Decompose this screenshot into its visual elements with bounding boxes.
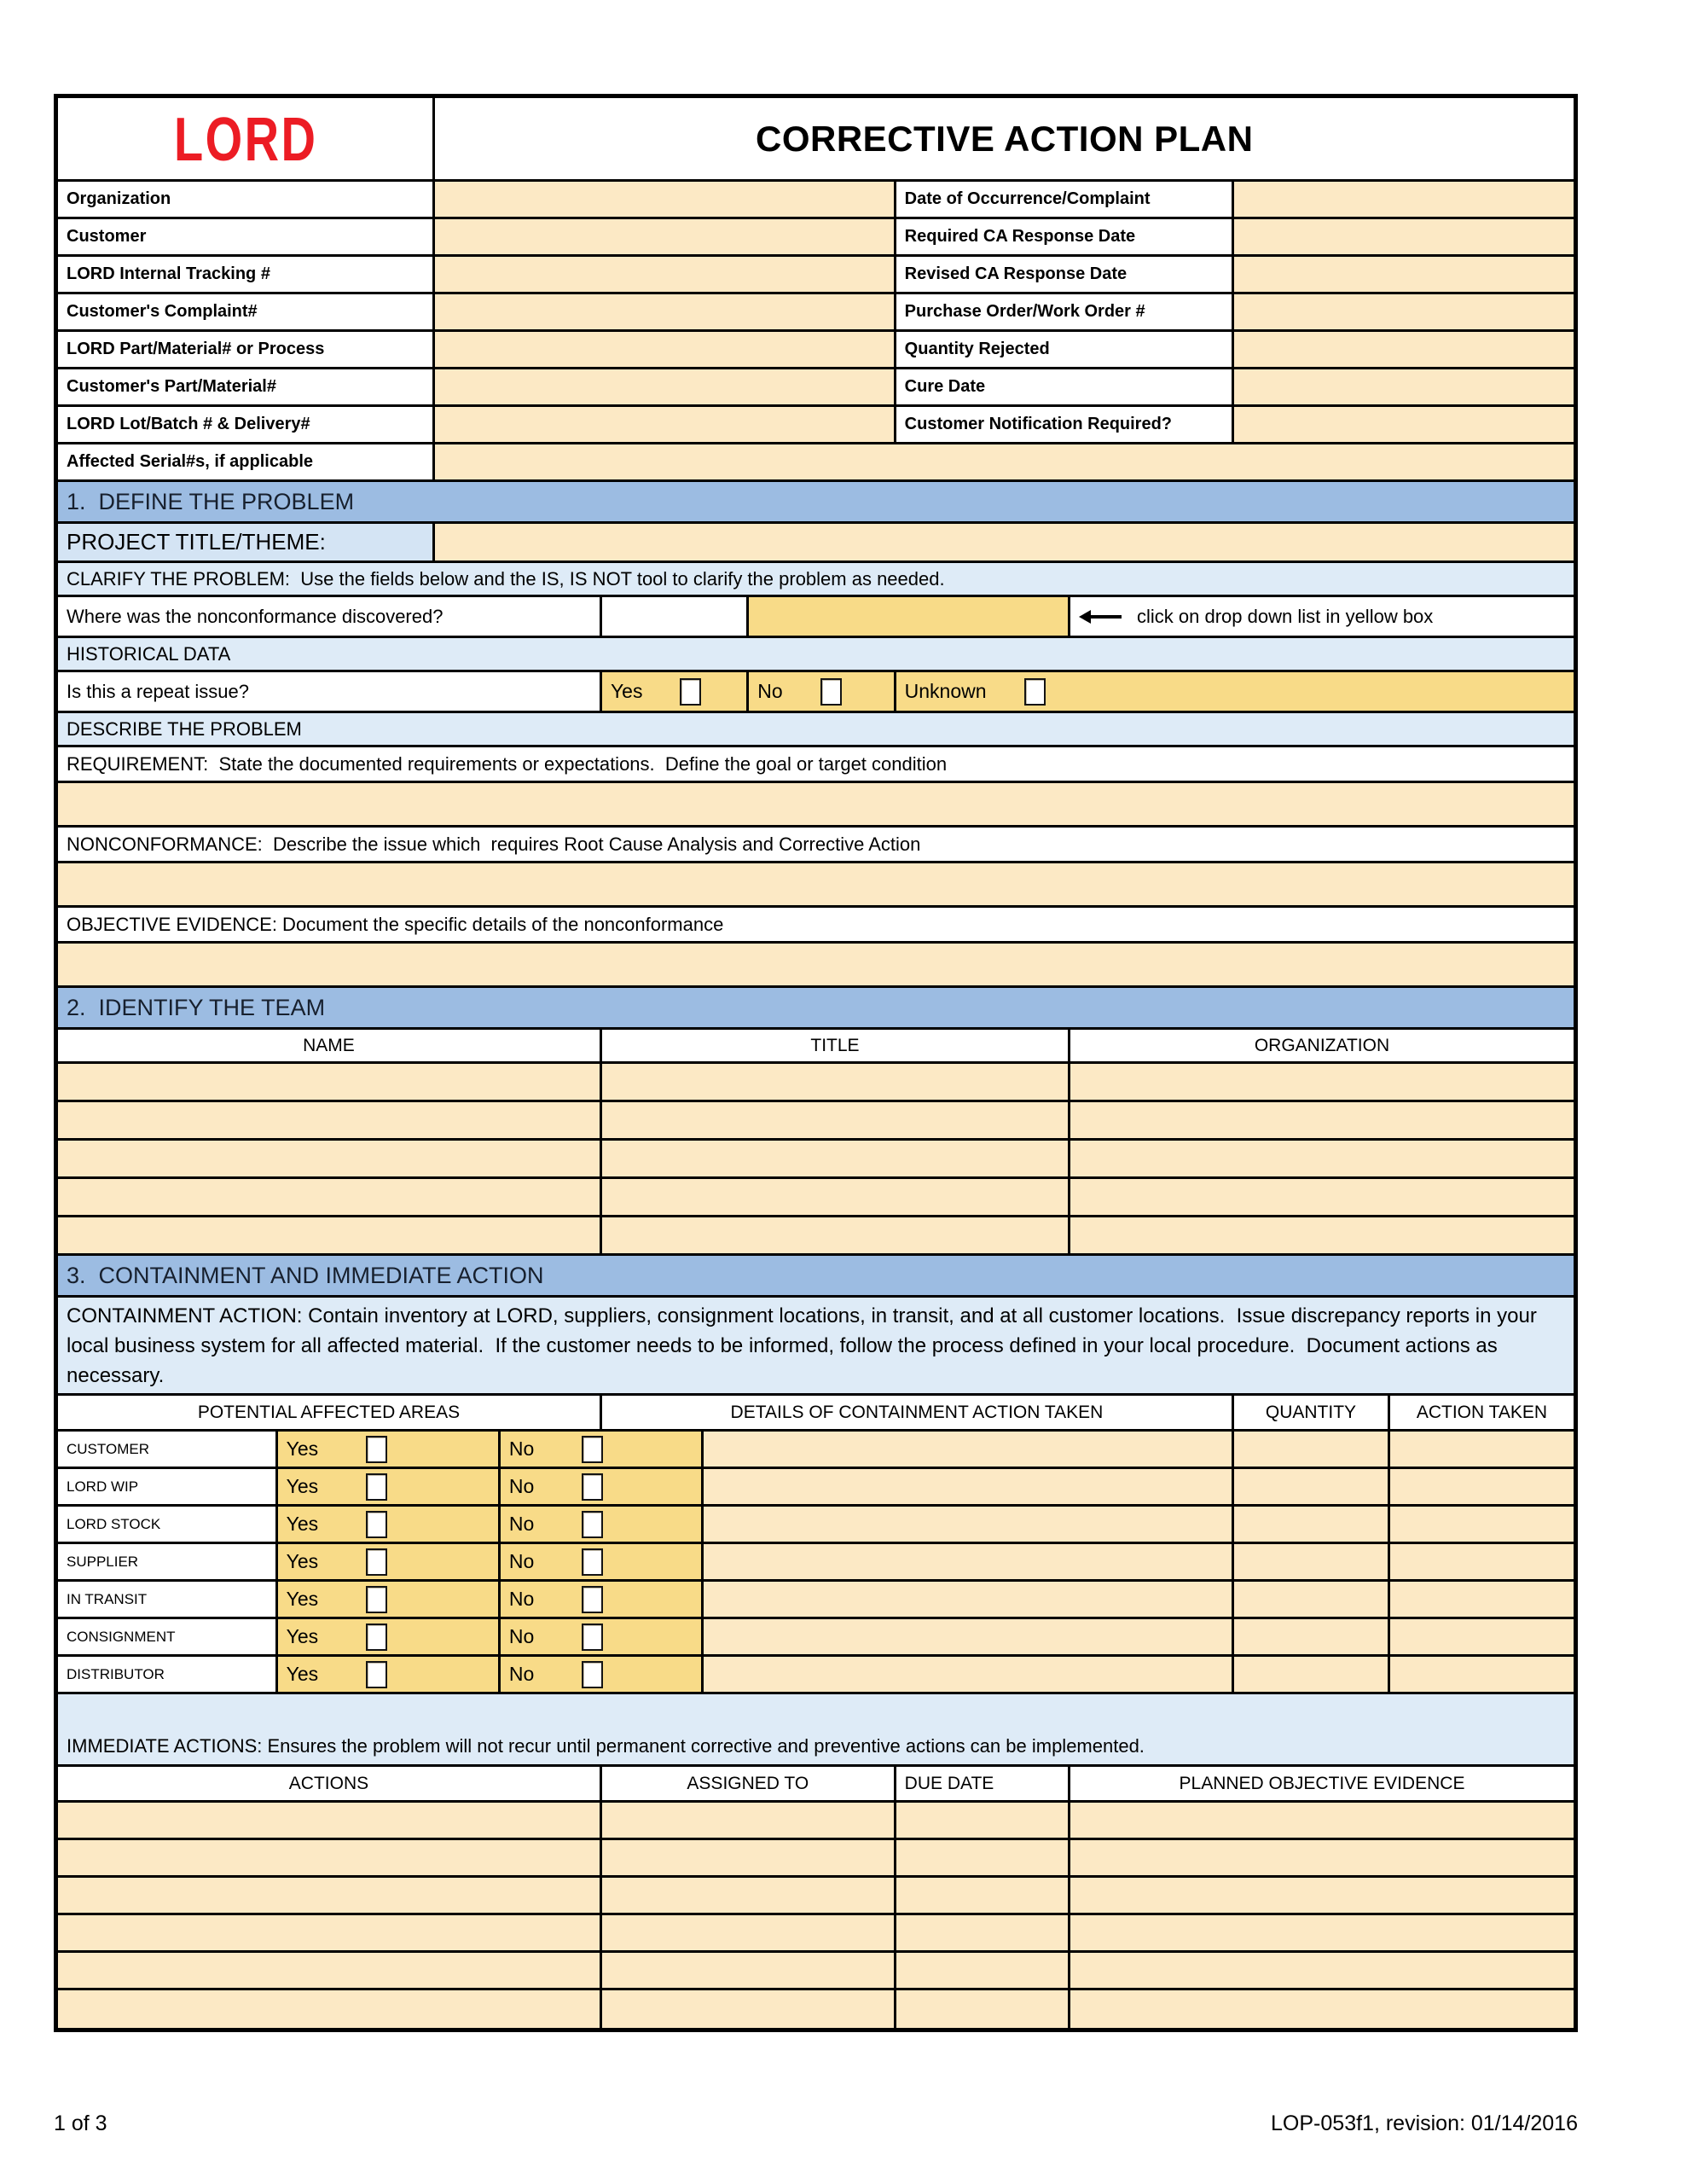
area-consignment-no-checkbox[interactable]: [582, 1623, 603, 1651]
area-lord-stock-quantity-input[interactable]: [1234, 1507, 1390, 1542]
area-row-lord-wip: [58, 1469, 1574, 1507]
team-name-header: NAME: [303, 1035, 355, 1055]
action-description-cell[interactable]: [58, 1803, 602, 1838]
page-number: 1 of 3: [54, 2111, 107, 2135]
area-customer-yes-checkbox[interactable]: [366, 1436, 387, 1463]
action-evidence-cell[interactable]: [1070, 1953, 1574, 1988]
area-yes-label: Yes: [286, 1663, 319, 1685]
team-row: [58, 1217, 1574, 1256]
area-distributor-quantity-input[interactable]: [1234, 1657, 1390, 1692]
area-lord-wip-label: LORD WIP: [67, 1478, 139, 1495]
info-row-customer-part: [58, 369, 1574, 407]
section2-band-row: [58, 988, 1574, 1030]
team-row: [58, 1064, 1574, 1102]
action-due-date-cell[interactable]: [896, 1803, 1070, 1838]
info-row-affected-serials: [58, 444, 1574, 482]
team-header-row: [58, 1030, 1574, 1064]
nonconformance-input-row: [58, 863, 1574, 908]
area-yes-label: Yes: [286, 1438, 319, 1460]
area-row-in-transit: [58, 1582, 1574, 1619]
required-ca-response-label: Required CA Response Date: [904, 227, 1136, 246]
immediate-actions-text: IMMEDIATE ACTIONS: Ensures the problem will not recur until permanent corrective and preventive actions can be implemented.: [58, 1694, 1574, 1764]
area-no-label: No: [508, 1550, 535, 1572]
containment-action-row: [58, 1298, 1574, 1396]
customer-notification-input[interactable]: [1234, 407, 1574, 442]
area-row-consignment: [58, 1619, 1574, 1657]
info-row-customer: [58, 219, 1574, 257]
area-lord-wip-yes-checkbox[interactable]: [366, 1473, 387, 1501]
area-lord-stock-action-input[interactable]: [1390, 1507, 1574, 1542]
info-row-organization: [58, 182, 1574, 219]
area-in-transit-quantity-input[interactable]: [1234, 1582, 1390, 1617]
section1-band-row: [58, 482, 1574, 524]
repeat-no-cell: [749, 672, 896, 711]
action-row: [58, 1990, 1574, 2028]
section3-band: 3. CONTAINMENT AND IMMEDIATE ACTION: [58, 1256, 1574, 1295]
cure-date-input[interactable]: [1234, 369, 1574, 404]
area-yes-label: Yes: [286, 1588, 319, 1610]
repeat-yes-checkbox[interactable]: [680, 678, 701, 706]
area-lord-wip-details-input[interactable]: [704, 1469, 1234, 1504]
project-title-input[interactable]: [435, 524, 1574, 561]
area-in-transit-details-input[interactable]: [704, 1582, 1234, 1617]
internal-tracking-input[interactable]: [435, 257, 896, 292]
affected-areas-header-row: [58, 1396, 1574, 1432]
area-consignment-yes-checkbox[interactable]: [366, 1623, 387, 1651]
action-evidence-cell[interactable]: [1070, 1803, 1574, 1838]
team-name-cell[interactable]: [58, 1064, 602, 1100]
team-title-cell[interactable]: [602, 1102, 1070, 1138]
area-yes-label: Yes: [286, 1550, 319, 1572]
where-discovered-blank-cell[interactable]: [602, 597, 749, 636]
details-header: DETAILS OF CONTAINMENT ACTION TAKEN: [730, 1402, 1104, 1422]
area-supplier-quantity-input[interactable]: [1234, 1544, 1390, 1579]
action-evidence-cell[interactable]: [1070, 1840, 1574, 1875]
nonconformance-input[interactable]: [58, 863, 1574, 905]
objective-evidence-input-row: [58, 944, 1574, 988]
area-distributor-action-input[interactable]: [1390, 1657, 1574, 1692]
section2-band: 2. IDENTIFY THE TEAM: [58, 988, 1574, 1027]
assigned-to-header: ASSIGNED TO: [687, 1773, 809, 1793]
clarify-problem-row: [58, 563, 1574, 597]
potential-areas-header: POTENTIAL AFFECTED AREAS: [197, 1402, 461, 1422]
action-description-cell[interactable]: [58, 1990, 602, 2028]
team-title-cell[interactable]: [602, 1064, 1070, 1100]
area-customer-details-input[interactable]: [704, 1432, 1234, 1467]
area-lord-stock-label: LORD STOCK: [67, 1515, 161, 1532]
nonconformance-label: NONCONFORMANCE: Describe the issue which requires Root Cause Analysis and Corrective Action: [67, 833, 921, 855]
info-row-internal-tracking: [58, 257, 1574, 294]
purchase-order-input[interactable]: [1234, 294, 1574, 329]
repeat-unknown-label: Unknown: [904, 680, 987, 702]
info-row-lot-batch: [58, 407, 1574, 444]
area-distributor-label: DISTRIBUTOR: [67, 1665, 165, 1682]
describe-problem-label: DESCRIBE THE PROBLEM: [67, 717, 302, 740]
action-description-cell[interactable]: [58, 1878, 602, 1913]
requirement-label: REQUIREMENT: State the documented requirements or expectations. Define the goal or target condition: [67, 752, 948, 775]
team-row: [58, 1141, 1574, 1179]
team-row: [58, 1102, 1574, 1141]
action-evidence-cell[interactable]: [1070, 1878, 1574, 1913]
customer-part-label: Customer's Part/Material#: [67, 377, 276, 396]
action-description-cell[interactable]: [58, 1840, 602, 1875]
area-no-label: No: [508, 1475, 535, 1497]
area-no-label: No: [508, 1625, 535, 1647]
customer-complaint-label: Customer's Complaint#: [67, 302, 258, 321]
requirement-input-row: [58, 783, 1574, 828]
area-customer-quantity-input[interactable]: [1234, 1432, 1390, 1467]
containment-action-text: CONTAINMENT ACTION: Contain inventory at LORD, suppliers, consignment locations, in transit, and at all customer locations. Issue discrepancy reports in your local business system for all affected material. If the customer needs to be informed, follow the process defined in your local procedure. Document actions as necessary.: [58, 1298, 1574, 1393]
area-distributor-details-input[interactable]: [704, 1657, 1234, 1692]
page-footer: [54, 2111, 1578, 2136]
objective-evidence-label: OBJECTIVE EVIDENCE: Document the specific details of the nonconformance: [67, 913, 724, 935]
form-header-row: [58, 98, 1574, 182]
area-in-transit-yes-checkbox[interactable]: [366, 1586, 387, 1613]
quantity-rejected-input[interactable]: [1234, 332, 1574, 367]
area-consignment-quantity-input[interactable]: [1234, 1619, 1390, 1654]
team-organization-cell[interactable]: [1070, 1102, 1574, 1138]
team-name-cell[interactable]: [58, 1179, 602, 1215]
requirement-label-row: [58, 747, 1574, 783]
action-description-cell[interactable]: [58, 1915, 602, 1950]
action-row: [58, 1953, 1574, 1990]
clarify-problem-text: CLARIFY THE PROBLEM: Use the fields below and the IS, IS NOT tool to clarify the problem as needed.: [67, 567, 945, 590]
info-row-part-material: [58, 332, 1574, 369]
dropdown-hint-text: click on drop down list in yellow box: [1137, 605, 1434, 627]
project-title-row: [58, 524, 1574, 563]
area-consignment-action-input[interactable]: [1390, 1619, 1574, 1654]
area-consignment-label: CONSIGNMENT: [67, 1628, 176, 1645]
area-no-label: No: [508, 1588, 535, 1610]
team-name-cell[interactable]: [58, 1217, 602, 1253]
lord-part-label: LORD Part/Material# or Process: [67, 340, 325, 358]
customer-notification-label: Customer Notification Required?: [904, 415, 1173, 433]
area-supplier-details-input[interactable]: [704, 1544, 1234, 1579]
area-in-transit-no-checkbox[interactable]: [582, 1586, 603, 1613]
area-no-label: No: [508, 1663, 535, 1685]
lord-logo-text: LORD: [173, 103, 317, 174]
team-organization-cell[interactable]: [1070, 1141, 1574, 1176]
area-row-supplier: [58, 1544, 1574, 1582]
repeat-no-checkbox[interactable]: [820, 678, 842, 706]
team-row: [58, 1179, 1574, 1217]
repeat-yes-label: Yes: [610, 680, 643, 702]
info-row-customer-complaint: [58, 294, 1574, 332]
team-organization-cell[interactable]: [1070, 1064, 1574, 1100]
area-lord-wip-quantity-input[interactable]: [1234, 1469, 1390, 1504]
area-supplier-yes-checkbox[interactable]: [366, 1548, 387, 1576]
dropdown-hint-cell: [1070, 597, 1574, 636]
area-yes-label: Yes: [286, 1513, 319, 1535]
team-title-cell[interactable]: [602, 1217, 1070, 1253]
area-distributor-yes-checkbox[interactable]: [366, 1661, 387, 1688]
action-taken-header: ACTION TAKEN: [1416, 1402, 1548, 1422]
date-of-occurrence-input[interactable]: [1234, 182, 1574, 217]
area-no-label: No: [508, 1438, 535, 1460]
action-due-date-cell[interactable]: [896, 1915, 1070, 1950]
action-due-date-cell[interactable]: [896, 1878, 1070, 1913]
actions-header-row: [58, 1767, 1574, 1803]
historical-data-row: [58, 638, 1574, 672]
area-distributor-no-checkbox[interactable]: [582, 1661, 603, 1688]
team-name-cell[interactable]: [58, 1141, 602, 1176]
form-title-cell: [435, 98, 1574, 179]
customer-part-input[interactable]: [435, 369, 896, 404]
project-title-label: PROJECT TITLE/THEME:: [67, 529, 326, 555]
team-title-cell[interactable]: [602, 1141, 1070, 1176]
action-assigned-cell[interactable]: [602, 1990, 896, 2028]
organization-label: Organization: [67, 189, 171, 208]
describe-problem-row: [58, 713, 1574, 747]
area-lord-wip-action-input[interactable]: [1390, 1469, 1574, 1504]
repeat-issue-row: [58, 672, 1574, 713]
action-row: [58, 1915, 1574, 1953]
planned-evidence-header: PLANNED OBJECTIVE EVIDENCE: [1179, 1773, 1465, 1793]
section3-band-row: [58, 1256, 1574, 1298]
team-organization-header: ORGANIZATION: [1254, 1035, 1390, 1055]
team-title-cell[interactable]: [602, 1179, 1070, 1215]
lord-part-input[interactable]: [435, 332, 896, 367]
area-supplier-action-input[interactable]: [1390, 1544, 1574, 1579]
action-due-date-cell[interactable]: [896, 1840, 1070, 1875]
area-customer-action-input[interactable]: [1390, 1432, 1574, 1467]
area-row-customer: [58, 1432, 1574, 1469]
section1-band: 1. DEFINE THE PROBLEM: [58, 482, 1574, 521]
quantity-header: QUANTITY: [1265, 1402, 1357, 1422]
area-supplier-no-checkbox[interactable]: [582, 1548, 603, 1576]
action-assigned-cell[interactable]: [602, 1803, 896, 1838]
action-evidence-cell[interactable]: [1070, 1990, 1574, 2028]
area-lord-stock-yes-checkbox[interactable]: [366, 1511, 387, 1538]
area-in-transit-label: IN TRANSIT: [67, 1590, 148, 1607]
team-name-cell[interactable]: [58, 1102, 602, 1138]
document-revision: LOP-053f1, revision: 01/14/2016: [1271, 2111, 1578, 2135]
objective-evidence-input[interactable]: [58, 944, 1574, 985]
area-customer-label: CUSTOMER: [67, 1440, 149, 1457]
action-row: [58, 1878, 1574, 1915]
lot-batch-label: LORD Lot/Batch # & Delivery#: [67, 415, 310, 433]
area-in-transit-action-input[interactable]: [1390, 1582, 1574, 1617]
area-yes-label: Yes: [286, 1625, 319, 1647]
organization-input[interactable]: [435, 182, 896, 217]
action-assigned-cell[interactable]: [602, 1878, 896, 1913]
action-assigned-cell[interactable]: [602, 1953, 896, 1988]
area-customer-no-checkbox[interactable]: [582, 1436, 603, 1463]
action-assigned-cell[interactable]: [602, 1915, 896, 1950]
due-date-header: DUE DATE: [904, 1773, 994, 1793]
quantity-rejected-label: Quantity Rejected: [904, 340, 1050, 358]
action-row: [58, 1803, 1574, 1840]
area-yes-label: Yes: [286, 1475, 319, 1497]
required-ca-response-input[interactable]: [1234, 219, 1574, 254]
internal-tracking-label: LORD Internal Tracking #: [67, 264, 270, 283]
affected-serials-input[interactable]: [435, 444, 1574, 479]
repeat-yes-cell: [602, 672, 749, 711]
revised-ca-response-label: Revised CA Response Date: [904, 264, 1128, 283]
where-discovered-label: Where was the nonconformance discovered?: [67, 605, 443, 627]
action-assigned-cell[interactable]: [602, 1840, 896, 1875]
immediate-actions-row: [58, 1694, 1574, 1767]
repeat-unknown-cell: [896, 672, 1574, 711]
nonconformance-label-row: [58, 828, 1574, 863]
lot-batch-input[interactable]: [435, 407, 896, 442]
left-arrow-icon: [1079, 608, 1123, 625]
requirement-input[interactable]: [58, 783, 1574, 825]
date-of-occurrence-label: Date of Occurrence/Complaint: [904, 189, 1151, 208]
team-organization-cell[interactable]: [1070, 1179, 1574, 1215]
area-row-lord-stock: [58, 1507, 1574, 1544]
action-evidence-cell[interactable]: [1070, 1915, 1574, 1950]
area-row-distributor: [58, 1657, 1574, 1694]
corrective-action-form: [54, 94, 1578, 2032]
action-description-cell[interactable]: [58, 1953, 602, 1988]
customer-input[interactable]: [435, 219, 896, 254]
cure-date-label: Cure Date: [904, 377, 986, 396]
nonconformance-discovered-row: [58, 597, 1574, 638]
repeat-no-label: No: [757, 680, 783, 702]
lord-logo: [58, 98, 435, 179]
where-discovered-dropdown[interactable]: [749, 597, 1070, 636]
area-lord-stock-no-checkbox[interactable]: [582, 1511, 603, 1538]
purchase-order-label: Purchase Order/Work Order #: [904, 302, 1145, 321]
action-due-date-cell[interactable]: [896, 1953, 1070, 1988]
revised-ca-response-input[interactable]: [1234, 257, 1574, 292]
objective-evidence-label-row: [58, 908, 1574, 944]
area-consignment-details-input[interactable]: [704, 1619, 1234, 1654]
action-row: [58, 1840, 1574, 1878]
area-supplier-label: SUPPLIER: [67, 1553, 139, 1570]
area-lord-wip-no-checkbox[interactable]: [582, 1473, 603, 1501]
repeat-issue-label: Is this a repeat issue?: [67, 680, 250, 702]
team-title-header: TITLE: [810, 1035, 860, 1055]
affected-serials-label: Affected Serial#s, if applicable: [67, 452, 313, 471]
customer-label: Customer: [67, 227, 147, 246]
repeat-unknown-checkbox[interactable]: [1024, 678, 1046, 706]
team-organization-cell[interactable]: [1070, 1217, 1574, 1253]
customer-complaint-input[interactable]: [435, 294, 896, 329]
form-title: CORRECTIVE ACTION PLAN: [755, 118, 1254, 159]
area-no-label: No: [508, 1513, 535, 1535]
action-due-date-cell[interactable]: [896, 1990, 1070, 2028]
area-lord-stock-details-input[interactable]: [704, 1507, 1234, 1542]
actions-header: ACTIONS: [288, 1773, 369, 1793]
historical-data-label: HISTORICAL DATA: [67, 642, 231, 665]
